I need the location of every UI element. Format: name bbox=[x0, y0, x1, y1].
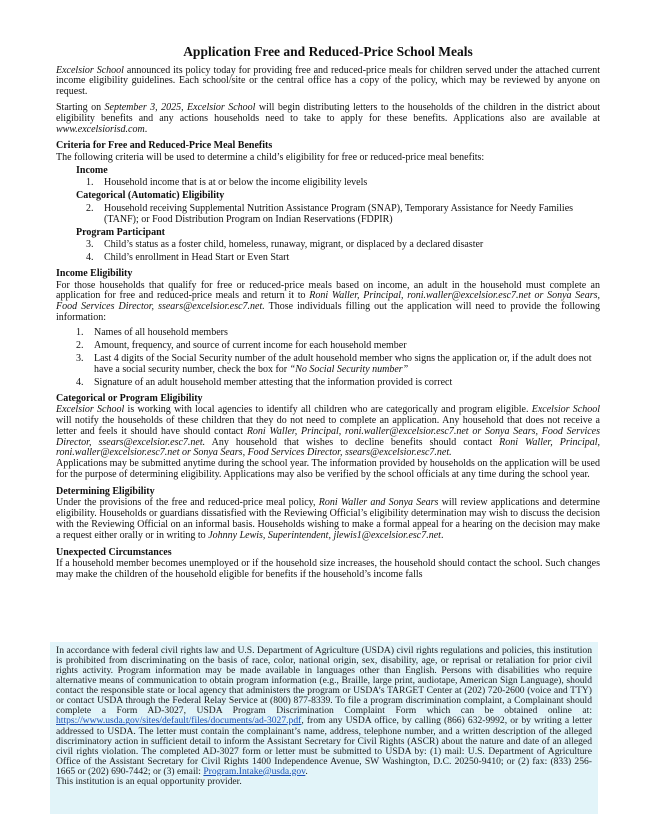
intro-text: announced its policy today for providing free and reduced-price meals for children served under the attached current income eligibility guidelines. Each school/site or the central office has a copy of the policy, which may be reviewed by anyone on request. bbox=[56, 64, 600, 98]
paragraph-text: will notify the households of these children that they do not need to complete an application. Any household that does not receive a letter and feels it should have should contact bbox=[56, 415, 600, 437]
paragraph-text: . bbox=[440, 529, 444, 541]
paragraph-text: Those individuals filling out the application will need to provide the following information: bbox=[56, 301, 600, 323]
categorical-paragraph-2: Applications may be submitted anytime during the school year. The information provided by households on the application will be used for the purpose of determining eligibility. Applications may also be verified by the school officials at any time during the school year. bbox=[56, 458, 600, 481]
intro-paragraph-1 bbox=[56, 66, 600, 98]
list-number: 2. bbox=[86, 202, 94, 214]
contact-info: Roni Waller, Principal, roni.waller@excelsior.esc7.net or Sonya Sears, Food Services Director, ssears@excelsior.esc7.net. bbox=[56, 290, 600, 313]
notice-text: , from any USDA office, by calling (866) 632-9992, or by writing a letter addressed to USDA. The letter must contain the complainant’s name, address, telephone number, and a written description of the alleged discriminatory action in sufficient detail to inform the Assistant Secretary for Civil Rights (ASCR) about the nature and date of an alleged civil rights violation. The completed AD-3027 form or letter must be submitted to USDA by: (1) mail: U.S. Department of Agriculture Office of the Assistant Secretary for Civil Rights 1400 Independence Avenue, SW Washington, D.C. 20250-9410; or (2) fax: (833) 256-1665 or (202) 690-7442; or (3) email: bbox=[56, 715, 592, 777]
criteria-group-label: Categorical (Automatic) Eligibility bbox=[76, 190, 225, 202]
contact-info: Roni Waller, Principal, roni.waller@excelsior.esc7.net or Sonya Sears, Food Services Director, ssears@excelsior.esc7.net. bbox=[56, 436, 600, 459]
ad-3027-link[interactable]: https://www.usda.gov/sites/default/files/documents/ad-3027.pdf bbox=[56, 715, 302, 727]
list-text: Household income that is at or below the income eligibility levels bbox=[104, 177, 368, 189]
school-name: Excelsior School bbox=[531, 404, 601, 416]
list-item bbox=[56, 340, 600, 351]
nondiscrimination-notice bbox=[50, 642, 598, 814]
criteria-group-label: Income bbox=[76, 164, 108, 176]
list-text: Names of all household members bbox=[94, 326, 228, 338]
program-intake-email-link[interactable]: Program.Intake@usda.gov bbox=[203, 765, 306, 777]
unexpected-heading: Unexpected Circumstances bbox=[56, 546, 172, 558]
list-number: 4. bbox=[76, 376, 84, 388]
list-item bbox=[56, 327, 600, 338]
list-number: 1. bbox=[86, 177, 94, 189]
list-item bbox=[56, 353, 600, 375]
list-text: Amount, frequency, and source of current income for each household member bbox=[94, 339, 407, 351]
intro-text: will begin distributing letters to the households of the children in the district about eligibility benefits and any actions households need to take to apply for these benefits. Applications also are available at bbox=[56, 101, 600, 124]
paragraph-text: Under the provisions of the free and reduced-price meal policy, bbox=[56, 497, 319, 509]
notice-text: . bbox=[305, 765, 308, 777]
criteria-list-categorical bbox=[56, 203, 600, 225]
intro-text: . bbox=[144, 123, 148, 135]
school-name: Excelsior School bbox=[56, 404, 125, 416]
paragraph-text: For those households that qualify for free or reduced-price meals based on income, an adult in the household must complete an application for free and reduced-price meals and return it to bbox=[56, 279, 600, 302]
list-text: Signature of an adult household member attesting that the information provided is correct bbox=[94, 376, 453, 388]
unexpected-paragraph: If a household member becomes unemployed or if the household size increases, the household should contact the school. Such changes may make the children of the household eligible for benefits if the household’s income falls bbox=[56, 558, 600, 580]
list-item bbox=[56, 252, 600, 263]
list-item bbox=[56, 239, 600, 250]
paragraph-text: will review applications and determine eligibility. Households or guardians dissatisfied with the Reviewing Official’s eligibility determination may wish to discuss the decision with the Reviewing Official on an informal basis. Households wishing to make a formal appeal for a hearing on the decision may make a request either orally or in writing to bbox=[56, 497, 600, 541]
intro-paragraph-2 bbox=[56, 103, 600, 135]
reviewer-names: Roni Waller and Sonya Sears bbox=[318, 497, 439, 509]
list-item bbox=[56, 203, 600, 225]
list-number: 3. bbox=[76, 352, 84, 364]
equal-opportunity-statement: This institution is an equal opportunity provider. bbox=[56, 775, 242, 787]
criteria-heading: Criteria for Free and Reduced-Price Meal Benefits bbox=[56, 140, 273, 152]
contact-info: Roni Waller, Principal, roni.waller@excelsior.esc7.net or Sonya Sears, Food Services Director, ssears@excelsior.esc7.net. bbox=[56, 425, 600, 448]
list-number: 3. bbox=[86, 239, 94, 251]
criteria-group-label: Program Participant bbox=[76, 226, 165, 238]
intro-text: Starting on bbox=[56, 101, 105, 113]
income-info-list bbox=[56, 327, 600, 388]
list-text: Child’s status as a foster child, homeless, runaway, migrant, or displaced by a declared disaster bbox=[104, 239, 484, 251]
determining-paragraph bbox=[56, 498, 600, 541]
income-eligibility-paragraph bbox=[56, 281, 600, 324]
categorical-paragraph-1 bbox=[56, 405, 600, 459]
school-name: Excelsior School bbox=[56, 64, 124, 76]
list-text-italic: “No Social Security number” bbox=[289, 363, 409, 375]
list-number: 1. bbox=[76, 326, 84, 338]
determining-heading: Determining Eligibility bbox=[56, 485, 155, 497]
list-text: Last 4 digits of the Social Security number of the adult household member who signs the application or, if the adult does not have a social security number, check the box for bbox=[94, 352, 592, 375]
start-date: September 3, 2025, Excelsior School bbox=[104, 101, 256, 113]
notice-text: In accordance with federal civil rights law and U.S. Department of Agriculture (USDA) civil rights regulations and policies, this institution is prohibited from discriminating on the basis of race, color, national origin, sex, disability, age, or reprisal or retaliation for prior civil rights activity. Program information may be made available in languages other than English. Persons with disabilities who require alternative means of communication to obtain program information (e.g., Braille, large print, audiotape, American Sign Language), should contact the responsible state or local agency that administers the program or USDA’s TARGET Center at (202) 720-2600 (voice and TTY) or contact USDA through the Federal Relay Service at (800) 877-8339. To file a program discrimination complaint, a Complainant should complete a Form AD-3027, USDA Program Discrimination Complaint Form which can be obtained online at: bbox=[56, 645, 592, 717]
list-item bbox=[56, 377, 600, 388]
website-url: www.excelsiorisd.com bbox=[56, 123, 145, 135]
document-body bbox=[56, 44, 600, 581]
notice-paragraph bbox=[56, 646, 592, 777]
list-item bbox=[56, 177, 600, 188]
paragraph-text: is working with local agencies to identify all children who are categorically and program eligible. bbox=[124, 404, 532, 416]
page-title: Application Free and Reduced-Price School Meals bbox=[183, 44, 473, 59]
income-eligibility-heading: Income Eligibility bbox=[56, 268, 133, 280]
list-number: 4. bbox=[86, 252, 94, 264]
criteria-list-participant bbox=[56, 239, 600, 263]
categorical-heading: Categorical or Program Eligibility bbox=[56, 392, 203, 404]
list-text: Household receiving Supplemental Nutrition Assistance Program (SNAP), Temporary Assistance for Needy Families (TANF); or Food Distribution Program on Indian Reservations (FDPIR) bbox=[104, 202, 574, 225]
paragraph-text: Any household that wishes to decline benefits should contact bbox=[205, 436, 500, 448]
contact-info: Johnny Lewis, Superintendent, jlewis1@excelsior.esc7.net bbox=[208, 529, 441, 541]
list-text: Child’s enrollment in Head Start or Even Start bbox=[104, 252, 290, 264]
criteria-lead: The following criteria will be used to determine a child’s eligibility for free or reduced-price meal benefits: bbox=[56, 151, 485, 163]
list-number: 2. bbox=[76, 339, 84, 351]
criteria-list-income bbox=[56, 177, 600, 188]
